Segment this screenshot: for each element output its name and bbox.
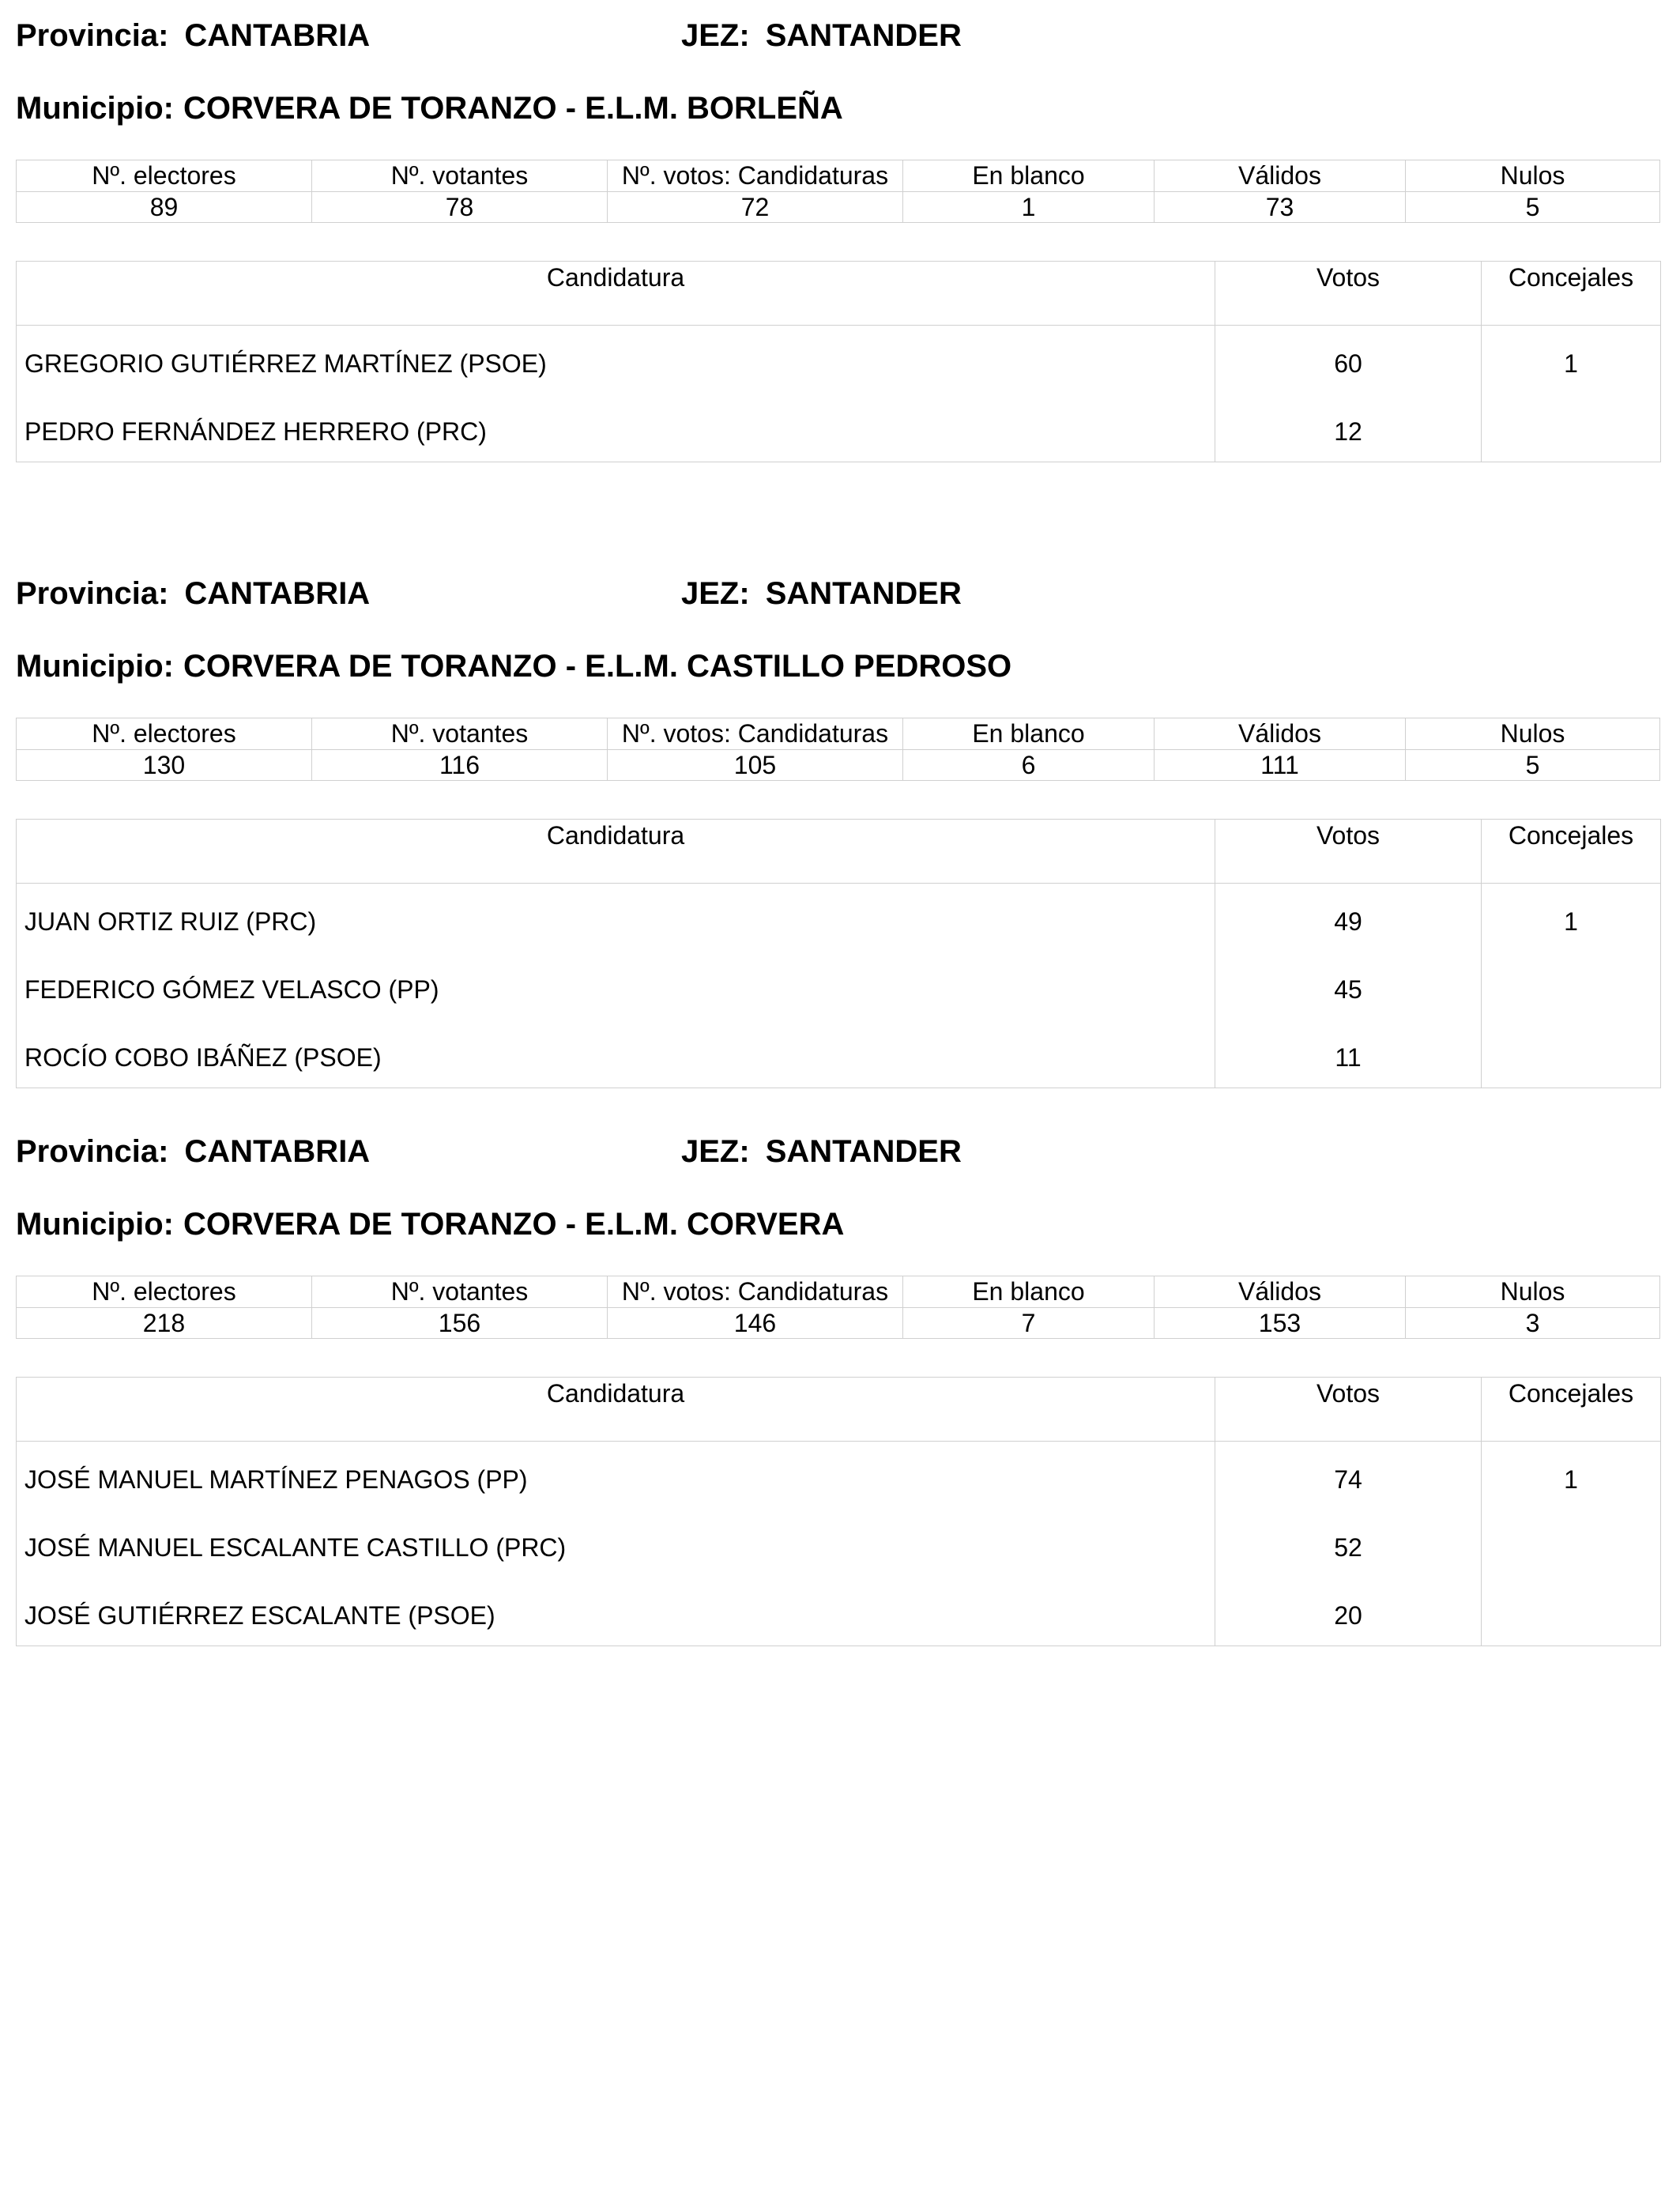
stats-header-cell: Nº. votos: Candidaturas (608, 1276, 903, 1308)
votos-column (1215, 326, 1482, 462)
votos-header: Votos (1215, 262, 1482, 325)
stats-value-cell: 218 (17, 1307, 312, 1339)
candidatura-column (17, 884, 1215, 1088)
candidates-body (17, 1442, 1660, 1646)
stats-value-cell: 73 (1155, 191, 1406, 223)
candidatura-header: Candidatura (17, 820, 1215, 883)
stats-value-cell: 7 (903, 1307, 1155, 1339)
stats-header-cell: Nº. votos: Candidaturas (608, 160, 903, 192)
provincia-heading (16, 17, 370, 54)
stats-value-row (17, 1307, 1660, 1339)
stats-value-cell: 156 (312, 1307, 608, 1339)
stats-header-row (17, 1276, 1660, 1308)
stats-header-cell: En blanco (903, 1276, 1155, 1308)
stats-header-cell: Nº. votos: Candidaturas (608, 718, 903, 750)
municipio-heading (16, 1206, 844, 1242)
municipality-section (0, 1116, 1680, 1630)
stats-value-cell: 146 (608, 1307, 903, 1339)
candidatura-header: Candidatura (17, 1378, 1215, 1441)
stats-header-row (17, 718, 1660, 750)
municipio-label: Municipio: (16, 91, 174, 126)
candidate-concejales: 1 (1564, 1465, 1578, 1494)
stats-header-cell: En blanco (903, 160, 1155, 192)
stats-value-row (17, 749, 1660, 781)
candidate-votos: 20 (1334, 1601, 1362, 1630)
stats-value-cell: 130 (17, 749, 312, 781)
jez-value: SANTANDER (765, 1134, 962, 1169)
candidate-concejales (1482, 1042, 1660, 1078)
municipio-value: CORVERA DE TORANZO - E.L.M. BORLEÑA (183, 91, 843, 126)
stats-table (16, 160, 1660, 223)
votos-column (1215, 884, 1482, 1088)
stats-value-cell: 78 (312, 191, 608, 223)
concejales-column (1482, 884, 1660, 1088)
candidate-votos: 12 (1334, 417, 1362, 446)
candidates-header-row (17, 1378, 1660, 1442)
jez-heading (681, 1133, 962, 1170)
municipality-section (0, 0, 1680, 474)
provincia-value: CANTABRIA (184, 18, 371, 53)
provincia-heading (16, 1133, 370, 1170)
stats-header-cell: Nº. electores (17, 718, 312, 750)
stats-header-cell: Nº. votantes (312, 1276, 608, 1308)
concejales-header: Concejales (1508, 1379, 1634, 1408)
votos-header: Votos (1215, 1378, 1482, 1441)
stats-table (16, 1276, 1660, 1339)
municipio-label: Municipio: (16, 1207, 174, 1242)
stats-header-cell: Válidos (1155, 1276, 1406, 1308)
jez-label: JEZ: (681, 576, 750, 611)
municipio-value: CORVERA DE TORANZO - E.L.M. CORVERA (183, 1207, 845, 1242)
candidate-concejales: 1 (1564, 349, 1578, 378)
candidate-votos: 52 (1334, 1533, 1362, 1562)
stats-value-cell: 6 (903, 749, 1155, 781)
jez-value: SANTANDER (765, 576, 962, 611)
candidates-body (17, 884, 1660, 1088)
candidate-votos: 60 (1334, 349, 1362, 378)
candidate-concejales (1482, 416, 1660, 452)
provincia-value: CANTABRIA (184, 1134, 371, 1169)
municipio-heading (16, 90, 843, 126)
candidate-concejales (1482, 1600, 1660, 1636)
candidate-name: JOSÉ MANUEL MARTÍNEZ PENAGOS (PP) (24, 1465, 528, 1494)
concejales-header: Concejales (1508, 821, 1634, 850)
stats-value-cell: 5 (1406, 749, 1660, 781)
municipio-label: Municipio: (16, 649, 174, 684)
stats-value-cell: 105 (608, 749, 903, 781)
stats-header-row (17, 160, 1660, 192)
stats-table (16, 718, 1660, 781)
candidatura-header: Candidatura (17, 262, 1215, 325)
stats-value-row (17, 191, 1660, 223)
stats-value-cell: 111 (1155, 749, 1406, 781)
candidates-header-row (17, 262, 1660, 326)
candidate-votos: 49 (1334, 907, 1362, 936)
provincia-heading (16, 575, 370, 612)
candidates-body (17, 326, 1660, 462)
candidates-header-row (17, 820, 1660, 884)
stats-value-cell: 153 (1155, 1307, 1406, 1339)
candidate-votos: 74 (1334, 1465, 1362, 1494)
stats-header-cell: Nº. votantes (312, 160, 608, 192)
concejales-column (1482, 326, 1660, 462)
stats-header-cell: Nº. electores (17, 1276, 312, 1308)
candidate-concejales (1482, 1532, 1660, 1600)
jez-label: JEZ: (681, 18, 750, 53)
candidatura-column (17, 1442, 1215, 1646)
stats-header-cell: Nulos (1406, 160, 1660, 192)
stats-value-cell: 3 (1406, 1307, 1660, 1339)
candidates-table (16, 819, 1661, 1088)
candidate-name: ROCÍO COBO IBÁÑEZ (PSOE) (24, 1043, 382, 1072)
candidates-table (16, 261, 1661, 462)
stats-value-cell: 5 (1406, 191, 1660, 223)
jez-label: JEZ: (681, 1134, 750, 1169)
stats-header-cell: Válidos (1155, 160, 1406, 192)
candidate-concejales (1482, 974, 1660, 1042)
candidate-name: JOSÉ MANUEL ESCALANTE CASTILLO (PRC) (24, 1533, 567, 1562)
municipality-section (0, 558, 1680, 1072)
candidatura-column (17, 326, 1215, 462)
stats-value-cell: 116 (312, 749, 608, 781)
candidate-name: FEDERICO GÓMEZ VELASCO (PP) (24, 975, 439, 1004)
votos-column (1215, 1442, 1482, 1646)
stats-value-cell: 89 (17, 191, 312, 223)
provincia-label: Provincia: (16, 1134, 169, 1169)
provincia-label: Provincia: (16, 18, 169, 53)
stats-header-cell: Nulos (1406, 1276, 1660, 1308)
stats-header-cell: Nº. votantes (312, 718, 608, 750)
candidate-votos: 45 (1334, 975, 1362, 1004)
municipio-heading (16, 648, 1011, 684)
jez-heading (681, 575, 962, 612)
candidate-name: JOSÉ GUTIÉRREZ ESCALANTE (PSOE) (24, 1601, 495, 1630)
jez-heading (681, 17, 962, 54)
concejales-column (1482, 1442, 1660, 1646)
candidate-name: PEDRO FERNÁNDEZ HERRERO (PRC) (24, 417, 487, 446)
candidate-name: JUAN ORTIZ RUIZ (PRC) (24, 907, 317, 936)
candidates-table (16, 1377, 1661, 1646)
candidate-name: GREGORIO GUTIÉRREZ MARTÍNEZ (PSOE) (24, 349, 547, 378)
votos-header: Votos (1215, 820, 1482, 883)
jez-value: SANTANDER (765, 18, 962, 53)
stats-value-cell: 1 (903, 191, 1155, 223)
municipio-value: CORVERA DE TORANZO - E.L.M. CASTILLO PEDROSO (183, 649, 1012, 684)
concejales-header: Concejales (1508, 263, 1634, 292)
stats-value-cell: 72 (608, 191, 903, 223)
candidate-concejales: 1 (1564, 907, 1578, 936)
stats-header-cell: Nº. electores (17, 160, 312, 192)
stats-header-cell: Válidos (1155, 718, 1406, 750)
provincia-value: CANTABRIA (184, 576, 371, 611)
stats-header-cell: Nulos (1406, 718, 1660, 750)
provincia-label: Provincia: (16, 576, 169, 611)
stats-header-cell: En blanco (903, 718, 1155, 750)
candidate-votos: 11 (1335, 1043, 1362, 1072)
